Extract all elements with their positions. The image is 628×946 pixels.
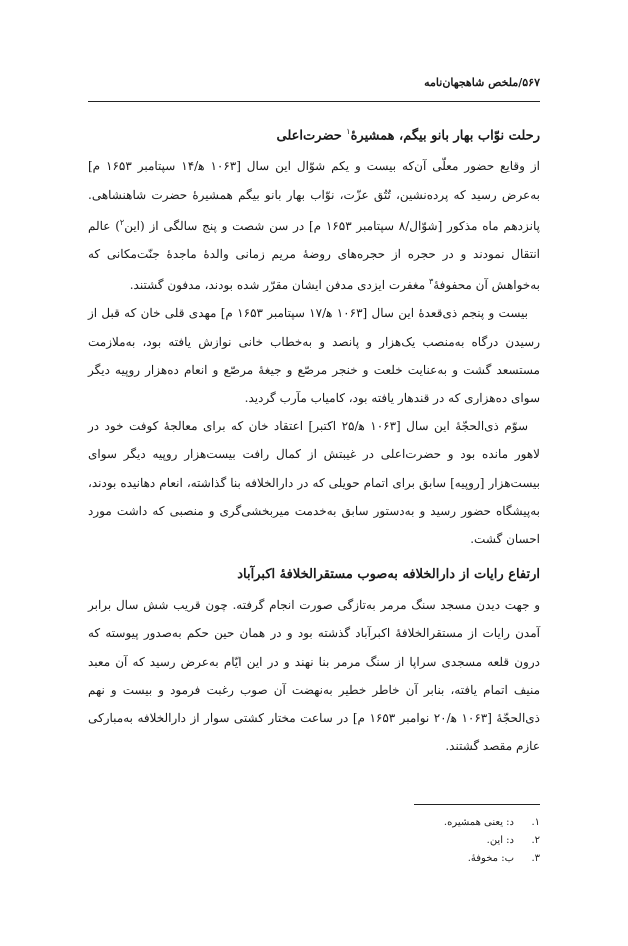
page-body [88,120,540,760]
footnote-1 [88,814,540,832]
paragraph-1-part-a: از وقایع حضور معلّی آن‌که بیست و یکم شوّال این سال [۱۰۶۳ ه‍/۱۴ سپتامبر ۱۶۵۳ م] به‌عرض رسید که پرده‌نشین، تُتُق عزّت، نوّاب بهار بانو بیگم همشیرهٔ حضرت شاهنشاهی. پانزدهم ماه مذکور [شوّال/۸ سپتامبر ۱۶۵۳ م] در سن شصت و پنج سالگی از (این [88,159,540,233]
footnote-2 [88,832,540,850]
footnote-rule [414,804,540,805]
header-rule [88,101,540,102]
paragraph-3: سوّم ذی‌الحجّهٔ این سال [۱۰۶۳ ه‍/۲۵ اکتبر] اعتقاد خان که برای معالجهٔ کوفت خود در لاهور مانده بود و حضرت‌اعلی در غیبتش از کمال رافت بیست‌هزار روپیه دیگر سوای بیست‌هزار [روپیه] سابق برای اتمام حویلی که در دارالخلافه بنا گذاشته، انعام دهانیده بودند، به‌پیشگاه حضور رسید و به‌دستور سابق به‌خدمت میربخشی‌گری و منصبی که داشت مورد احسان گشت. [88,419,540,546]
footnote-1-text: د: یعنی همشیره. [443,817,514,828]
footnote-1-number: ۱. [531,817,540,828]
footnote-ref-2[interactable]: ۲ [119,217,125,227]
footnote-2-number: ۲. [531,835,540,846]
paragraph-4: و جهت دیدن مسجد سنگ مرمر به‌تازگی صورت انجام گرفته. چون قریب شش سال برابر آمدن رایات از مستقرالخلافهٔ اکبرآباد گذشته بود و در همان حین حکم به‌صدور پیوسته که درون قلعه مسجدی سراپا از سنگ مرمر بنا نهند و در این ایّام به‌عرض رسید که آن معبد منیف اتمام یافته، بنابر آن خاطر خطیر به‌نهضت آن صوب رغبت فرمود و بیست و نهم ذی‌الحجّهٔ [۱۰۶۳ ه‍/۲۰ نوامبر ۱۶۵۳ م] در ساعت مختار کشتی سوار از دارالخلافه به‌مبارکی عازم مقصد گشتند. [88,598,541,754]
running-header [88,76,540,96]
paragraph-1 [88,152,540,299]
paragraph-1-part-c: مغفرت ایزدی مدفن ایشان مقرّر شده بودند، مدفون گشتند. [129,278,429,293]
footnote-3-number: ۳. [531,853,540,864]
header-text: ۵۶۷/ملخص شاهجهان‌نامه [424,76,540,89]
section-gap [88,553,540,563]
footnote-ref-3[interactable]: ۳ [428,277,434,287]
section-title-1-tail: حضرت‌اعلی [276,128,347,144]
footnote-2-text: د: این. [486,835,514,846]
paragraph-2: بیست و پنجم ذی‌قعدهٔ این سال [۱۰۶۳ ه‍/۱۷ سپتامبر ۱۶۵۳ م] مهدی قلی خان که قبل از رسیدن درگاه به‌منصب یک‌هزار و پانصد و به‌خطاب خانی نوازش یافته بود، به‌ملازمت مستسعد گشت و به‌عنایت خلعت و خنجر مرصّع و جیغهٔ مرصّع و انعام ده‌هزار روپیه دیگر سوای ده‌هزاری که در قندهار یافته بود، کامیاب مآرب گردید. [88,306,540,405]
paragraph-1-part-b: ) عالم انتقال نمودند و در حجره از حجره‌های روضهٔ مریم زمانی والدهٔ ماجدهٔ جنّت‌مکانی که به‌خواهش آن محفوفهٔ [88,218,540,293]
footnote-3 [88,850,540,868]
footnote-3-text: ب: مخوفهٔ. [467,853,514,864]
section-title-1 [88,120,540,148]
section-title-1-main: رحلت نوّاب بهار بانو بیگم، همشیرهٔ [350,128,540,144]
footnote-ref-1[interactable]: ۱ [346,127,351,136]
section-title-2: ارتفاع رایات از دارالخلافه به‌صوب مستقرالخلافهٔ اکبرآباد [237,567,540,583]
footnotes [88,814,540,868]
